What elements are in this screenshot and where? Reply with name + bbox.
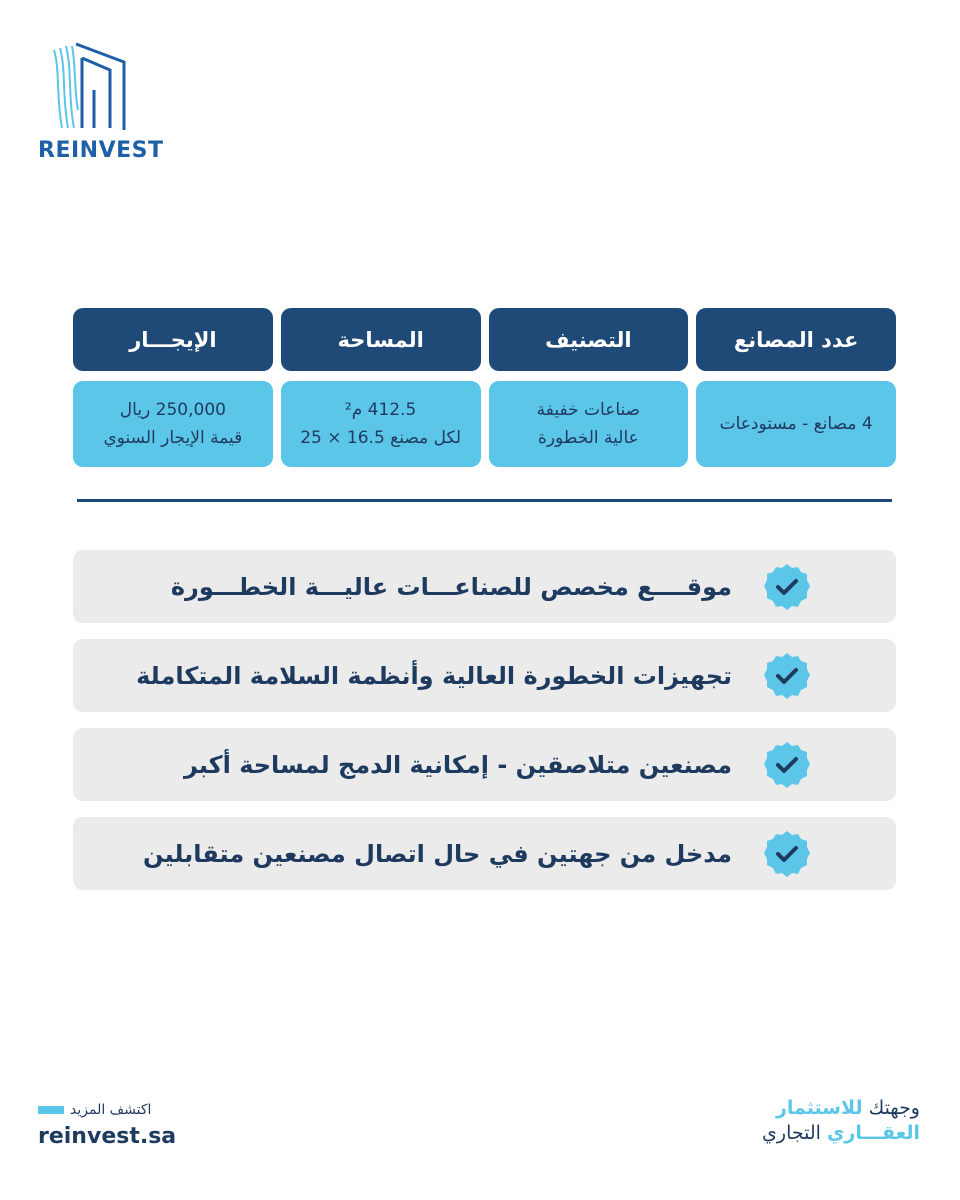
features-list (73, 550, 896, 906)
feature-item (73, 550, 896, 623)
value-line: 4 مصانع - مستودعات (719, 414, 873, 434)
feature-item (73, 817, 896, 890)
accent-bar (38, 1106, 64, 1114)
value-line: قيمة الإيجار السنوي (103, 428, 243, 448)
property-info-table (73, 308, 896, 467)
website-link[interactable]: reinvest.sa (38, 1124, 177, 1149)
brand-name: REINVEST (38, 138, 164, 163)
feature-text: تجهيزات الخطورة العالية وأنظمة السلامة المتكاملة (136, 661, 732, 690)
check-badge-icon (762, 740, 812, 790)
discover-more-label: اكتشف المزيد (70, 1102, 152, 1118)
discover-more-row (38, 1102, 176, 1118)
feature-text: مدخل من جهتين في حال اتصال مصنعين متقابلين (143, 839, 732, 868)
table-value-row (73, 381, 896, 467)
tagline-line-2 (762, 1121, 920, 1146)
value-rent (73, 381, 273, 467)
tagline-word: وجهتك (868, 1097, 920, 1119)
value-line: 412.5 م² (344, 400, 417, 420)
value-line: صناعات خفيفة (536, 400, 641, 420)
header-classification: التصنيف (489, 308, 689, 371)
check-badge-icon (762, 651, 812, 701)
tagline-line-1 (762, 1096, 920, 1121)
feature-text: موقــــع مخصص للصناعـــات عاليـــة الخطـــورة (170, 572, 732, 601)
feature-text: مصنعين متلاصقين - إمكانية الدمج لمساحة أكبر (183, 750, 732, 779)
brand-logo (38, 40, 164, 163)
header-area: المساحة (281, 308, 481, 371)
value-classification (489, 381, 689, 467)
value-line: عالية الخطورة (537, 428, 639, 448)
check-badge-icon (762, 562, 812, 612)
table-header-row (73, 308, 896, 371)
check-badge-icon (762, 829, 812, 879)
footer-website (38, 1102, 176, 1149)
feature-item (73, 728, 896, 801)
value-area (281, 381, 481, 467)
header-factories-count: عدد المصانع (696, 308, 896, 371)
value-line: لكل مصنع 16.5 × 25 (300, 428, 462, 448)
tagline-word: للاستثمار (775, 1097, 863, 1119)
value-line: 250,000 ريال (119, 400, 226, 420)
tagline (762, 1096, 920, 1146)
value-factories-count (696, 381, 896, 467)
feature-item (73, 639, 896, 712)
reinvest-building-icon (46, 40, 128, 132)
tagline-word: العقـــاري (826, 1122, 920, 1144)
section-divider (77, 499, 892, 502)
tagline-word: التجاري (762, 1122, 821, 1144)
header-rent: الإيجـــار (73, 308, 273, 371)
